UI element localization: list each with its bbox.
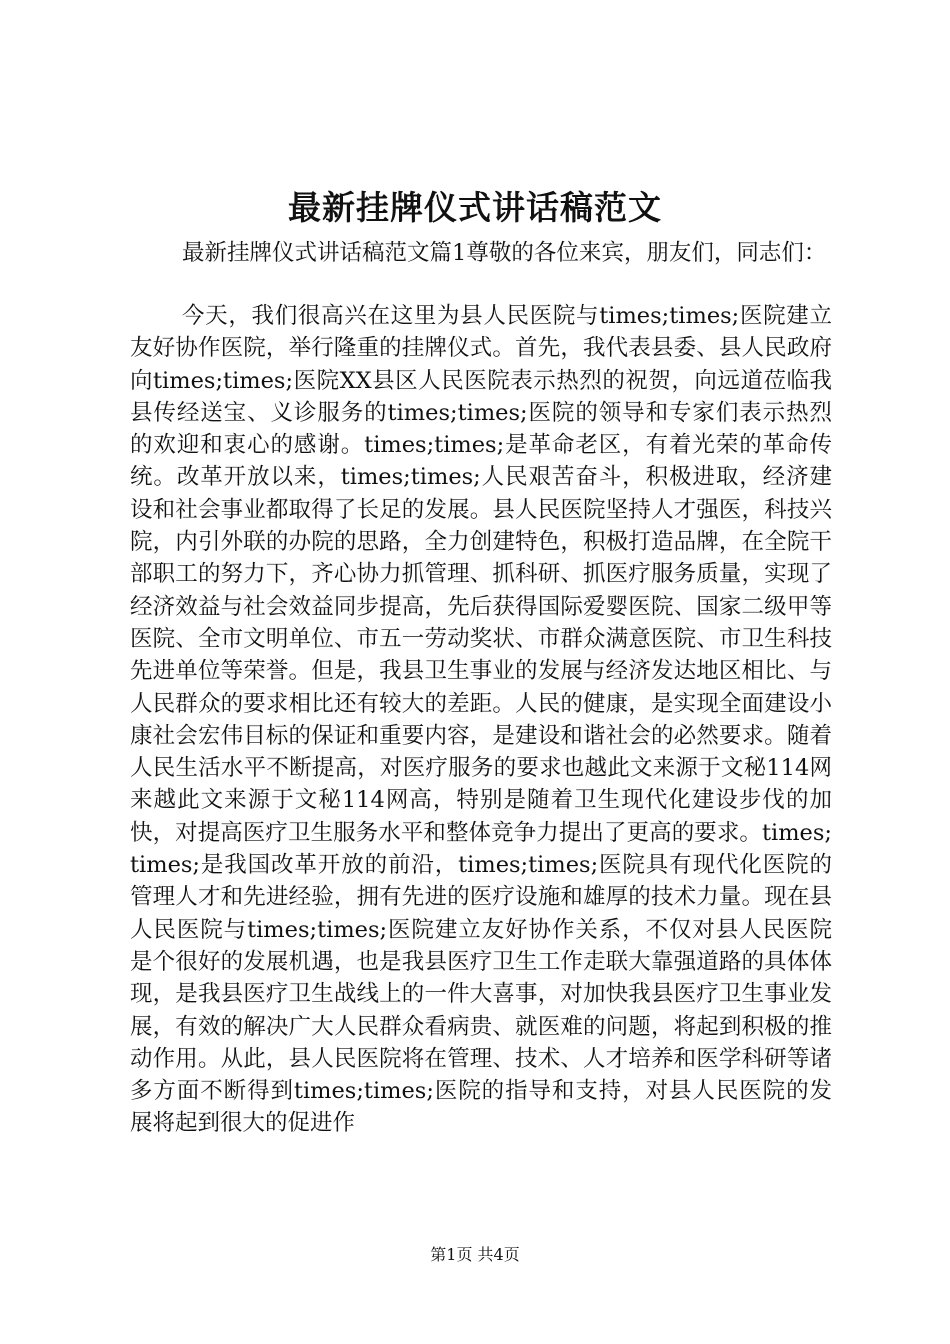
intro-paragraph: 最新挂牌仪式讲话稿范文篇1尊敬的各位来宾，朋友们，同志们：: [182, 240, 827, 266]
page-footer: 第1页 共4页: [430, 1245, 520, 1264]
document-title: 最新挂牌仪式讲话稿范文: [288, 188, 662, 227]
body-paragraph: 今天，我们很高兴在这里为县人民医院与times;times;医院建立友好协作医院，举行隆重的挂牌仪式。首先，我代表县委、县人民政府向times;times;医院XX县区人民医院表示热烈的祝贺，向远道莅临我县传经送宝、义诊服务的times;times;医院的领导和专家们表示热烈的欢迎和衷心的感谢。times;times;是革命老区，有着光荣的革命传统。改革开放以来，times;times;人民艰苦奋斗，积极进取，经济建设和社会事业都取得了长足的发展。县人民医院坚持人才强医，科技兴院，内引外联的办院的思路，全力创建特色，积极打造品牌，在全院干部职工的努力下，齐心协力抓管理、抓科研、抓医疗服务质量，实现了经济效益与社会效益同步提高，先后获得国际爱婴医院、国家二级甲等医院、全市文明单位、市五一劳动奖状、市群众满意医院、市卫生科技先进单位等荣誉。但是，我县卫生事业的发展与经济发达地区相比、与人民群众的要求相比还有较大的差距。人民的健康，是实现全面建设小康社会宏伟目标的保证和重要内容，是建设和谐社会的必然要求。随着人民生活水平不断提高，对医疗服务的要求也越此文来源于文秘114网来越此文来源于文秘114网高，特别是随着卫生现代化建设步伐的加快，对提高医疗卫生服务水平和整体竞争力提出了更高的要求。times;times;是我国改革开放的前沿，times;times;医院具有现代化医院的管理人才和先进经验，拥有先进的医疗设施和雄厚的技术力量。现在县人民医院与times;times;医院建立友好协作关系，不仅对县人民医院是个很好的发展机遇，也是我县医疗卫生工作走联大靠强道路的具体体现，是我县医疗卫生战线上的一件大喜事，对加快我县医疗卫生事业发展，有效的解决广大人民群众看病贵、就医难的问题，将起到积极的推动作用。从此，县人民医院将在管理、技术、人才培养和医学科研等诸多方面不断得到times;times;医院的指导和支持，对县人民医院的发展将起到很大的促进作: [130, 303, 832, 1137]
